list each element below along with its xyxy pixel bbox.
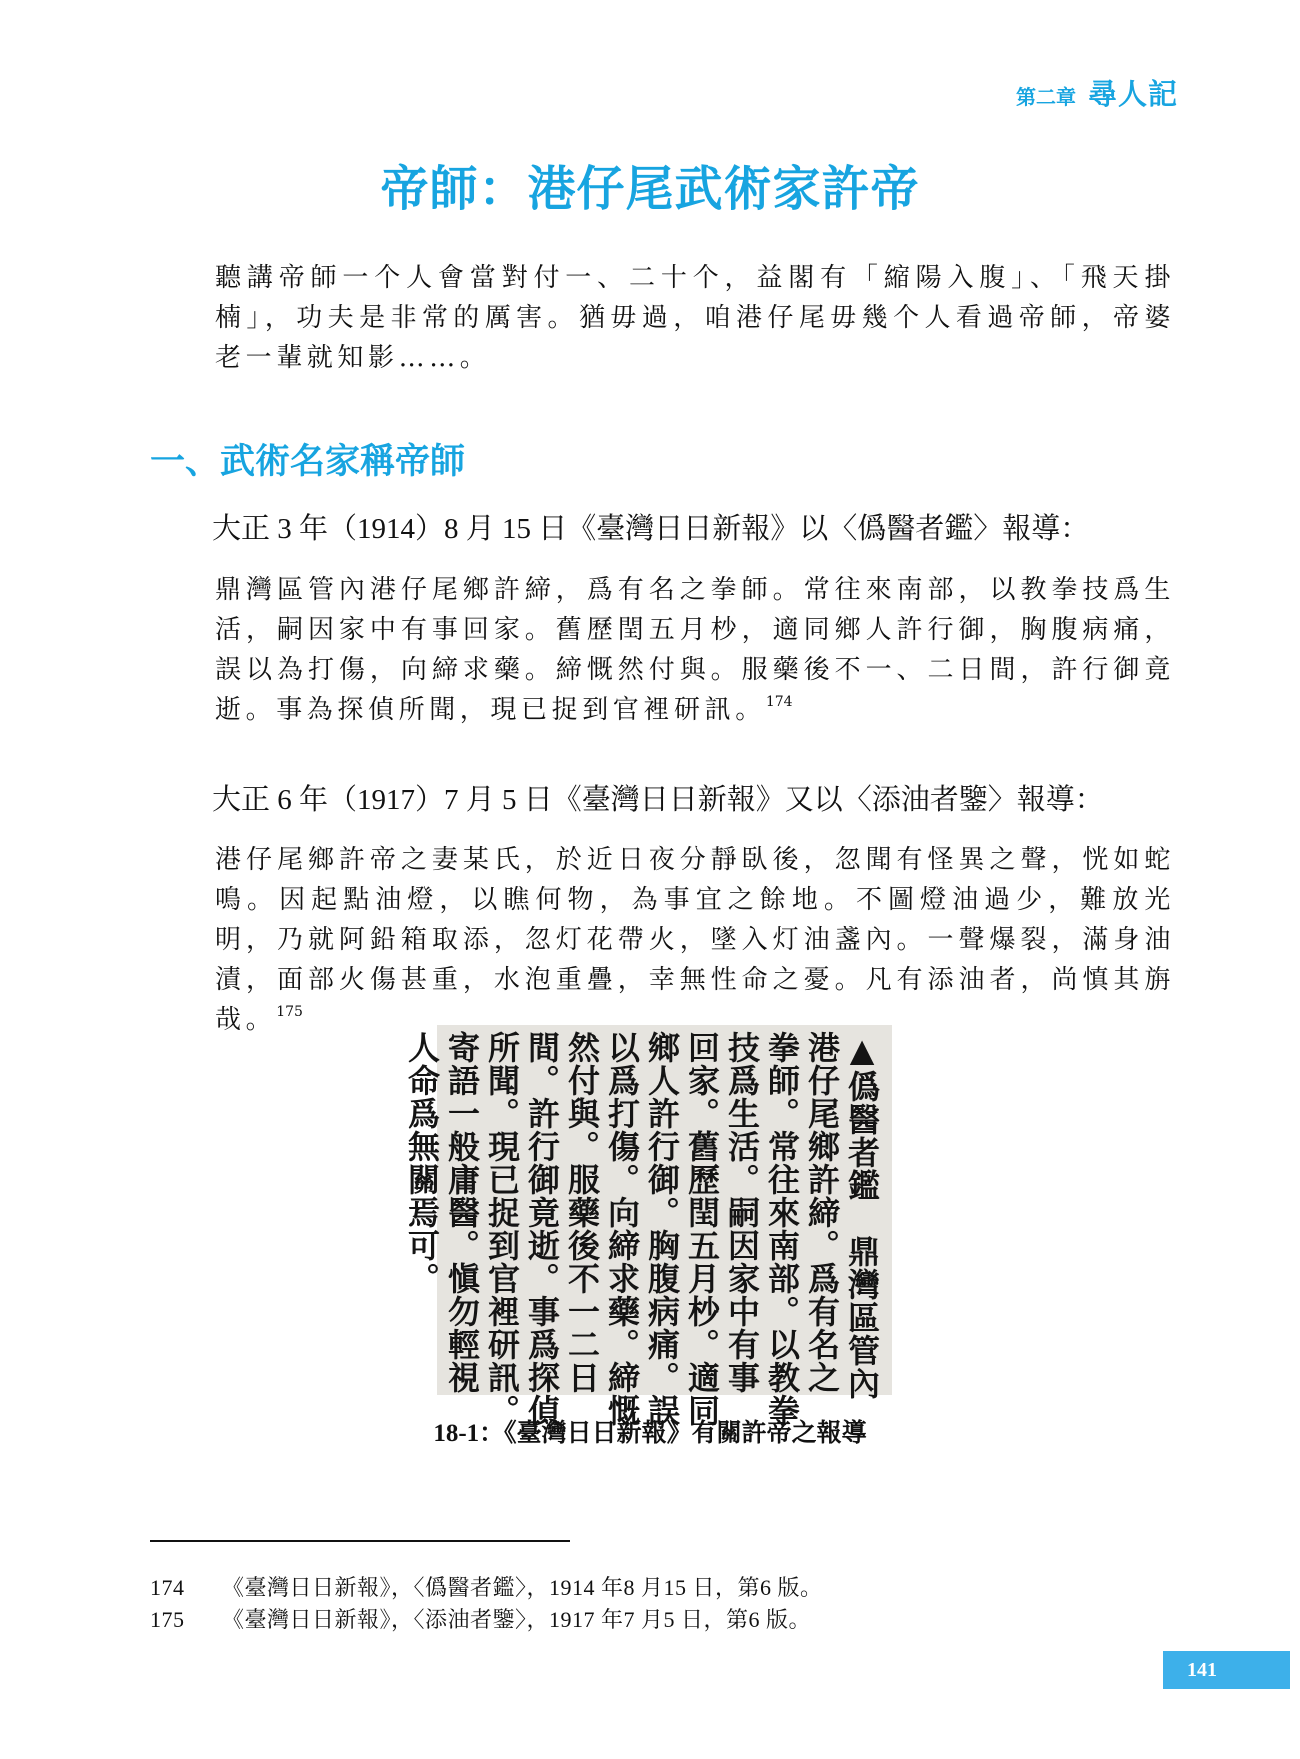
clipping-column: ▲僞醫者鑑 鼎灣區管內: [843, 1031, 881, 1400]
clipping-column: 鄉人許行御。胸腹病痛。誤: [643, 1031, 681, 1427]
footnote-text: 《臺灣日日新報》，〈添油者鑒〉，1917 年7 月5 日，第6 版。: [222, 1607, 812, 1632]
clipping-column: 回家。舊歷閏五月杪。適同: [683, 1031, 721, 1427]
report1-quote-text: 鼎灣區管內港仔尾鄉許締，爲有名之拳師。常往來南部，以教拳技爲生活，嗣因家中有事回家。舊歷閏五月杪，適同鄉人許行御，胸腹病痛，誤以為打傷，向締求藥。締慨然付與。服藥後不一、二日間，許行御竟逝。事為探偵所聞，現已捉到官裡研訊。: [215, 575, 1175, 725]
clipping-column: 拳師。常往來南部。以教拳: [763, 1031, 801, 1427]
newspaper-clipping: [403, 1025, 892, 1427]
clipping-column: 人命爲無關焉可。: [403, 1031, 441, 1295]
page-number: 141: [1163, 1651, 1290, 1689]
clipping-column: 以爲打傷。向締求藥。締慨: [603, 1031, 641, 1427]
footnote-text: 《臺灣日日新報》，〈僞醫者鑑〉，1914 年8 月15 日，第6 版。: [222, 1575, 823, 1600]
report2-quote: [215, 840, 1175, 1040]
footnote-175: [150, 1603, 811, 1634]
clipping-column: 寄語一般庸醫。愼勿輕視: [443, 1031, 481, 1394]
report2-lead: 大正 6 年（1917）7 月 5 日《臺灣日日新報》又以〈添油者鑒〉報導：: [212, 784, 1104, 816]
footnote-number: 175: [150, 1607, 185, 1632]
clipping-column: 技爲生活。嗣因家中有事: [723, 1031, 761, 1394]
section-heading: 一、武術名家稱帝師: [150, 442, 466, 482]
page-title: 帝師：港仔尾武術家許帝: [380, 161, 920, 217]
footnote-ref-174[interactable]: 174: [765, 694, 793, 710]
report1-quote: [215, 570, 1175, 730]
running-header: [1016, 72, 1178, 113]
clipping-column: 間。許行御竟逝。事爲探偵: [523, 1031, 561, 1427]
footnote-174: [150, 1571, 823, 1602]
intro-paragraph: 聽講帝師一个人會當對付一、二十个，益閣有「縮陽入腹」、「飛天掛楠」，功夫是非常的厲害。猶毋過，咱港仔尾毋幾个人看過帝師，帝婆老一輩就知影……。: [215, 263, 1175, 373]
report2-quote-text: 港仔尾鄉許帝之妻某氏，於近日夜分靜臥後，忽聞有怪異之聲，恍如蛇鳴。因起點油燈，以瞧何物，為事宜之餘地。不圖燈油過少，難放光明，乃就阿鉛箱取添，忽灯花帶火，墜入灯油盞內。一聲爆裂，滿身油漬，面部火傷甚重，水泡重疊，幸無性命之憂。凡有添油者，尚慎其旃哉。: [215, 845, 1175, 1035]
figure-caption: 18-1：《臺灣日日新報》有關許帝之報導: [433, 1420, 867, 1447]
footnote-number: 174: [150, 1575, 185, 1600]
clipping-column: 然付與。服藥後不一二日: [563, 1031, 601, 1394]
clipping-column: 港仔尾鄉許締。爲有名之: [803, 1031, 841, 1394]
footnote-divider: [150, 1540, 570, 1542]
chapter-label: 第二章: [1015, 85, 1076, 109]
chapter-title: 尋人記: [1087, 77, 1178, 111]
report1-lead: 大正 3 年（1914）8 月 15 日《臺灣日日新報》以〈僞醫者鑑〉報導：: [212, 513, 1090, 545]
clipping-column: 所聞。現已捉到官裡研訊。: [483, 1031, 521, 1427]
footnote-ref-175[interactable]: 175: [276, 1004, 303, 1020]
